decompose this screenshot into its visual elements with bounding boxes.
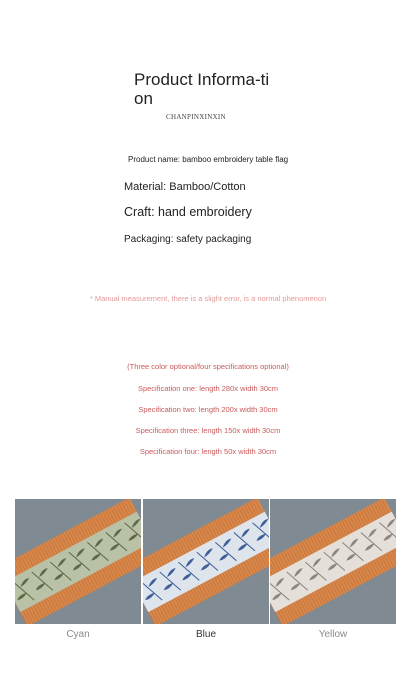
page-title: Product Informa-tion: [134, 70, 270, 108]
swatch-cyan[interactable]: [15, 499, 141, 624]
bamboo-runner-yellow-image: [270, 499, 396, 624]
spec-item-4: Specification four: length 50x width 30cm: [139, 447, 277, 456]
swatch-label-yellow: Yellow: [318, 629, 348, 640]
spec-item-3: Specification three: length 150x width 30cm: [135, 426, 281, 435]
craft-line: Craft: hand embroidery: [124, 205, 252, 219]
bamboo-runner-blue-image: [143, 499, 269, 624]
packaging-line: Packaging: safety packaging: [124, 234, 252, 245]
bamboo-runner-cyan-image: [15, 499, 141, 624]
swatch-blue[interactable]: [143, 499, 269, 624]
swatch-label-blue: Blue: [195, 629, 216, 640]
page-subtitle: CHANPINXINXIN: [166, 113, 226, 121]
spec-intro: (Three color optional/four specifications optional): [127, 362, 289, 371]
swatch-label-cyan: Cyan: [66, 629, 90, 640]
spec-item-1: Specification one: length 280x width 30cm: [137, 384, 279, 393]
measurement-note: * Manual measurement, there is a slight error, is a normal phenomenon: [89, 294, 327, 303]
swatch-yellow[interactable]: [270, 499, 396, 624]
material-line: Material: Bamboo/Cotton: [124, 181, 246, 193]
product-name: Product name: bamboo embroidery table flag: [128, 155, 289, 164]
spec-item-2: Specification two: length 200x width 30cm: [138, 405, 278, 414]
